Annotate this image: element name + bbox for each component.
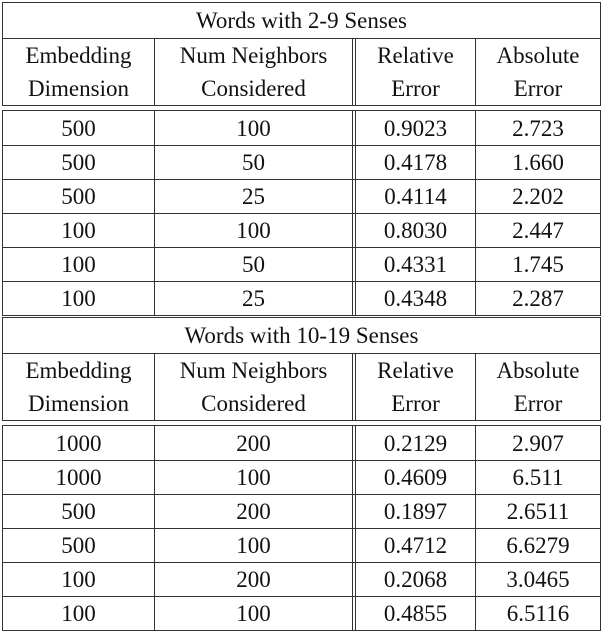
cell-relative-error: 0.1897 bbox=[356, 495, 476, 528]
cell-absolute-error: 1.745 bbox=[512, 252, 564, 277]
cell-embedding-dimension: 100 bbox=[3, 597, 155, 630]
cell-num-neighbors: 100 bbox=[155, 111, 356, 145]
cell-absolute-error: 2.287 bbox=[512, 286, 564, 311]
cell-absolute-error: 6.6279 bbox=[506, 533, 570, 558]
table-row bbox=[3, 179, 600, 213]
header-num-neighbors bbox=[155, 39, 356, 105]
header-embedding-dimension bbox=[3, 39, 155, 105]
header-relative-error bbox=[356, 39, 476, 105]
cell-absolute-error: 3.0465 bbox=[506, 567, 570, 592]
cell-absolute-error: 2.6511 bbox=[506, 499, 570, 524]
header-line: Error bbox=[513, 76, 563, 101]
table-row bbox=[3, 528, 600, 562]
cell-embedding-dimension: 500 bbox=[3, 111, 155, 145]
cell-num-neighbors: 50 bbox=[155, 248, 356, 281]
cell-num-neighbors: 100 bbox=[155, 214, 356, 247]
cell-num-neighbors: 25 bbox=[155, 180, 356, 213]
table-2-9-senses bbox=[2, 2, 601, 316]
cell-embedding-dimension: 500 bbox=[3, 529, 155, 562]
cell-absolute-error: 2.202 bbox=[512, 184, 564, 209]
cell-embedding-dimension: 500 bbox=[3, 146, 155, 179]
cell-num-neighbors: 100 bbox=[155, 461, 356, 494]
cell-absolute-error: 6.5116 bbox=[506, 601, 570, 626]
cell-relative-error: 0.2068 bbox=[356, 563, 476, 596]
header-line: Considered bbox=[201, 76, 306, 101]
header-line: Relative bbox=[377, 358, 454, 383]
table-10-19-senses bbox=[2, 317, 601, 631]
cell-embedding-dimension: 1000 bbox=[3, 426, 155, 460]
cell-relative-error: 0.4331 bbox=[356, 248, 476, 281]
table-title: Words with 10-19 Senses bbox=[3, 318, 600, 354]
header-absolute-error bbox=[476, 354, 600, 420]
cell-relative-error: 0.2129 bbox=[356, 426, 476, 460]
cell-num-neighbors: 200 bbox=[155, 563, 356, 596]
header-line: Error bbox=[391, 76, 440, 101]
cell-relative-error: 0.4348 bbox=[356, 282, 476, 315]
table-row bbox=[3, 596, 600, 630]
table-row bbox=[3, 426, 600, 460]
header-relative-error bbox=[356, 354, 476, 420]
table-title: Words with 2-9 Senses bbox=[3, 3, 600, 39]
table-row bbox=[3, 281, 600, 315]
cell-relative-error: 0.4178 bbox=[356, 146, 476, 179]
table-header-box bbox=[2, 2, 601, 106]
table-header-box bbox=[2, 317, 601, 421]
cell-relative-error: 0.9023 bbox=[356, 111, 476, 145]
header-absolute-error bbox=[476, 39, 600, 105]
header-embedding-dimension bbox=[3, 354, 155, 420]
cell-embedding-dimension: 100 bbox=[3, 563, 155, 596]
header-line: Absolute bbox=[496, 358, 580, 383]
cell-num-neighbors: 200 bbox=[155, 426, 356, 460]
cell-absolute-error: 2.723 bbox=[512, 115, 564, 141]
cell-embedding-dimension: 100 bbox=[3, 214, 155, 247]
table-row bbox=[3, 213, 600, 247]
header-line: Embedding bbox=[25, 43, 132, 68]
column-header-row bbox=[3, 354, 600, 420]
header-line: Dimension bbox=[28, 76, 129, 101]
table-row bbox=[3, 562, 600, 596]
cell-embedding-dimension: 1000 bbox=[3, 461, 155, 494]
cell-relative-error: 0.8030 bbox=[356, 214, 476, 247]
header-line: Num Neighbors bbox=[179, 358, 328, 383]
cell-relative-error: 0.4712 bbox=[356, 529, 476, 562]
cell-relative-error: 0.4855 bbox=[356, 597, 476, 630]
cell-absolute-error: 1.660 bbox=[512, 150, 564, 175]
cell-absolute-error: 6.511 bbox=[512, 465, 564, 490]
table-row bbox=[3, 460, 600, 494]
cell-num-neighbors: 200 bbox=[155, 495, 356, 528]
table-body bbox=[2, 110, 601, 316]
table-row bbox=[3, 145, 600, 179]
header-line: Absolute bbox=[496, 43, 580, 68]
table-row bbox=[3, 247, 600, 281]
cell-embedding-dimension: 100 bbox=[3, 248, 155, 281]
header-line: Embedding bbox=[25, 358, 132, 383]
header-line: Error bbox=[513, 391, 563, 416]
cell-embedding-dimension: 500 bbox=[3, 180, 155, 213]
cell-embedding-dimension: 500 bbox=[3, 495, 155, 528]
table-row bbox=[3, 494, 600, 528]
header-line: Considered bbox=[201, 391, 306, 416]
header-line: Dimension bbox=[28, 391, 129, 416]
cell-relative-error: 0.4609 bbox=[356, 461, 476, 494]
cell-num-neighbors: 100 bbox=[155, 529, 356, 562]
cell-embedding-dimension: 100 bbox=[3, 282, 155, 315]
cell-absolute-error: 2.907 bbox=[512, 430, 564, 456]
table-body bbox=[2, 425, 601, 631]
column-header-row bbox=[3, 39, 600, 105]
cell-relative-error: 0.4114 bbox=[356, 180, 476, 213]
header-line: Relative bbox=[377, 43, 454, 68]
cell-absolute-error: 2.447 bbox=[512, 218, 564, 243]
header-line: Error bbox=[391, 391, 440, 416]
cell-num-neighbors: 25 bbox=[155, 282, 356, 315]
table-row bbox=[3, 111, 600, 145]
header-line: Num Neighbors bbox=[179, 43, 328, 68]
header-num-neighbors bbox=[155, 354, 356, 420]
cell-num-neighbors: 100 bbox=[155, 597, 356, 630]
cell-num-neighbors: 50 bbox=[155, 146, 356, 179]
